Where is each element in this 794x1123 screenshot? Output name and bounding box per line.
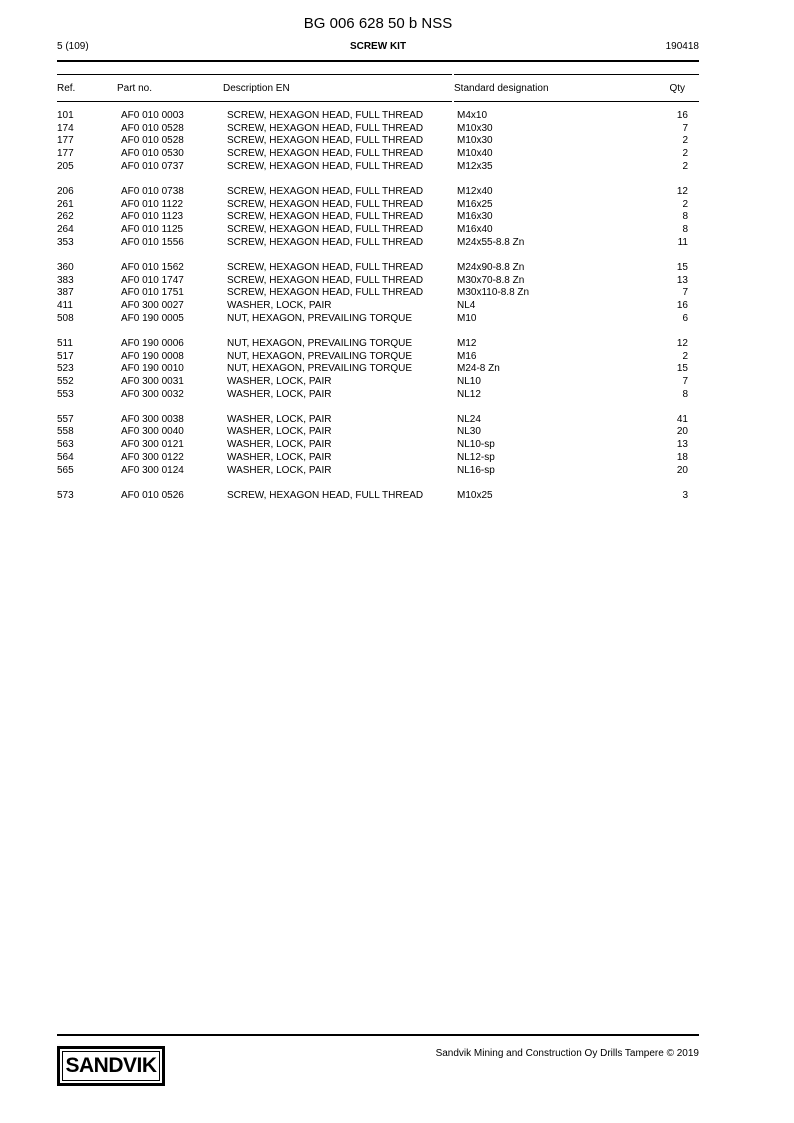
- cell-description: SCREW, HEXAGON HEAD, FULL THREAD: [227, 160, 424, 172]
- cell-description: WASHER, LOCK, PAIR: [227, 375, 332, 387]
- cell-ref: 177: [57, 135, 74, 147]
- cell-description: WASHER, LOCK, PAIR: [227, 299, 332, 311]
- cell-description: WASHER, LOCK, PAIR: [227, 464, 332, 476]
- cell-qty: 2: [682, 135, 688, 147]
- cell-part-no: AF0 190 0008: [121, 350, 184, 362]
- cell-qty: 2: [682, 350, 688, 362]
- cell-description: NUT, HEXAGON, PREVAILING TORQUE: [227, 337, 413, 349]
- cell-qty: 8: [682, 388, 688, 400]
- cell-ref: 206: [57, 185, 74, 197]
- cell-qty: 18: [676, 451, 688, 463]
- cell-part-no: AF0 010 0003: [121, 110, 184, 121]
- row-group: [57, 490, 699, 503]
- cell-qty: 12: [676, 185, 688, 197]
- cell-ref: 552: [57, 375, 74, 387]
- cell-standard: M10x30: [457, 122, 493, 134]
- table-row: [57, 338, 699, 351]
- cell-part-no: AF0 300 0121: [121, 439, 184, 451]
- cell-part-no: AF0 010 1556: [121, 236, 184, 248]
- column-header-qty: Qty: [669, 83, 685, 94]
- cell-part-no: AF0 010 1125: [121, 224, 184, 235]
- cell-standard: M24x55-8.8 Zn: [457, 236, 525, 248]
- cell-standard: NL30: [457, 426, 481, 438]
- row-group: [57, 262, 699, 325]
- column-header-rule-right: [454, 74, 699, 75]
- cell-ref: 174: [57, 122, 74, 134]
- table-row: [57, 135, 699, 148]
- cell-description: SCREW, HEXAGON HEAD, FULL THREAD: [227, 198, 424, 210]
- table-row: [57, 389, 699, 402]
- kit-title: SCREW KIT: [349, 41, 407, 52]
- cell-standard: M24x90-8.8 Zn: [457, 261, 525, 273]
- cell-standard: M10x25: [457, 489, 493, 501]
- cell-description: SCREW, HEXAGON HEAD, FULL THREAD: [227, 489, 424, 501]
- parts-table: [57, 110, 699, 515]
- cell-ref: 563: [57, 439, 74, 451]
- table-row: [57, 465, 699, 478]
- table-row: [57, 148, 699, 161]
- cell-part-no: AF0 190 0005: [121, 312, 184, 324]
- date-code: 190418: [665, 41, 699, 52]
- cell-standard: M12: [457, 337, 477, 349]
- cell-description: SCREW, HEXAGON HEAD, FULL THREAD: [227, 148, 424, 160]
- cell-standard: M10x30: [457, 135, 493, 147]
- column-header-underline-right: [454, 101, 699, 102]
- cell-qty: 13: [676, 439, 688, 451]
- table-row: [57, 426, 699, 439]
- cell-qty: 6: [682, 312, 688, 324]
- cell-ref: 411: [57, 299, 73, 311]
- cell-qty: 12: [676, 337, 688, 349]
- cell-qty: 8: [682, 224, 688, 235]
- column-header-standard: Standard designation: [454, 83, 549, 94]
- table-row: [57, 123, 699, 136]
- cell-ref: 383: [57, 274, 74, 286]
- document-title: BG 006 628 50 b NSS: [303, 15, 453, 32]
- cell-description: WASHER, LOCK, PAIR: [227, 451, 332, 463]
- cell-qty: 15: [676, 261, 688, 273]
- cell-qty: 20: [676, 464, 688, 476]
- cell-description: SCREW, HEXAGON HEAD, FULL THREAD: [227, 261, 424, 273]
- cell-standard: M30x70-8.8 Zn: [457, 274, 525, 286]
- cell-qty: 16: [676, 110, 688, 121]
- cell-standard: NL12-sp: [457, 451, 495, 463]
- cell-part-no: AF0 010 1747: [121, 274, 184, 286]
- table-row: [57, 414, 699, 427]
- cell-ref: 517: [57, 350, 74, 362]
- cell-part-no: AF0 190 0010: [121, 363, 184, 375]
- cell-ref: 564: [57, 451, 74, 463]
- cell-standard: NL4: [457, 299, 476, 311]
- cell-ref: 205: [57, 160, 74, 172]
- cell-part-no: AF0 300 0122: [121, 451, 184, 463]
- table-row: [57, 161, 699, 174]
- cell-ref: 261: [57, 198, 74, 210]
- cell-part-no: AF0 010 1751: [121, 287, 184, 299]
- column-header-underline-left: [57, 101, 452, 102]
- cell-qty: 7: [682, 287, 688, 299]
- cell-description: NUT, HEXAGON, PREVAILING TORQUE: [227, 363, 413, 375]
- cell-standard: M16: [457, 350, 477, 362]
- cell-description: SCREW, HEXAGON HEAD, FULL THREAD: [227, 224, 424, 235]
- column-header-description: Description EN: [223, 83, 290, 94]
- cell-standard: M10: [457, 312, 477, 324]
- cell-ref: 353: [57, 236, 74, 248]
- sandvik-logo: [57, 1046, 165, 1086]
- table-row: [57, 363, 699, 376]
- logo-text: SANDVIK: [65, 1054, 157, 1077]
- cell-description: SCREW, HEXAGON HEAD, FULL THREAD: [227, 122, 424, 134]
- cell-qty: 13: [676, 274, 688, 286]
- cell-ref: 508: [57, 312, 74, 324]
- cell-standard: NL12: [457, 388, 481, 400]
- table-row: [57, 439, 699, 452]
- cell-qty: 7: [682, 375, 688, 387]
- cell-ref: 387: [57, 287, 74, 299]
- column-header-ref: Ref.: [57, 83, 76, 94]
- cell-ref: 565: [57, 464, 74, 476]
- table-row: [57, 275, 699, 288]
- cell-part-no: AF0 300 0032: [121, 388, 184, 400]
- row-group: [57, 414, 699, 477]
- cell-ref: 360: [57, 261, 74, 273]
- cell-qty: 7: [682, 122, 688, 134]
- cell-description: SCREW, HEXAGON HEAD, FULL THREAD: [227, 185, 424, 197]
- cell-qty: 15: [676, 363, 688, 375]
- cell-standard: M16x30: [457, 211, 493, 223]
- cell-part-no: AF0 010 0528: [121, 135, 184, 147]
- cell-ref: 573: [57, 489, 74, 501]
- cell-qty: 2: [682, 160, 688, 172]
- table-row: [57, 287, 699, 300]
- cell-part-no: AF0 300 0040: [121, 426, 184, 438]
- cell-description: NUT, HEXAGON, PREVAILING TORQUE: [227, 312, 413, 324]
- cell-standard: M10x40: [457, 148, 493, 160]
- cell-part-no: AF0 010 0528: [121, 122, 184, 134]
- cell-qty: 2: [682, 148, 688, 160]
- cell-ref: 558: [57, 426, 74, 438]
- column-header-part-no: Part no.: [117, 83, 153, 94]
- cell-part-no: AF0 190 0006: [121, 337, 184, 349]
- cell-description: WASHER, LOCK, PAIR: [227, 426, 332, 438]
- cell-qty: 8: [682, 211, 688, 223]
- cell-part-no: AF0 300 0031: [121, 375, 184, 387]
- row-group: [57, 186, 699, 249]
- cell-description: SCREW, HEXAGON HEAD, FULL THREAD: [227, 135, 424, 147]
- table-row: [57, 351, 699, 364]
- cell-part-no: AF0 300 0038: [121, 413, 184, 425]
- cell-qty: 2: [682, 198, 688, 210]
- row-group: [57, 110, 699, 173]
- table-row: [57, 237, 699, 250]
- table-row: [57, 313, 699, 326]
- cell-part-no: AF0 010 1562: [121, 261, 184, 273]
- table-row: [57, 211, 699, 224]
- cell-ref: 553: [57, 388, 74, 400]
- cell-qty: 11: [677, 236, 688, 248]
- table-row: [57, 490, 699, 503]
- cell-qty: 16: [676, 299, 688, 311]
- cell-standard: M16x40: [457, 224, 493, 235]
- cell-description: SCREW, HEXAGON HEAD, FULL THREAD: [227, 211, 424, 223]
- cell-ref: 523: [57, 363, 74, 375]
- table-row: [57, 376, 699, 389]
- table-row: [57, 452, 699, 465]
- cell-ref: 262: [57, 211, 74, 223]
- cell-standard: NL16-sp: [457, 464, 495, 476]
- cell-standard: M12x40: [457, 185, 493, 197]
- cell-standard: NL10: [457, 375, 481, 387]
- cell-part-no: AF0 010 0530: [121, 148, 184, 160]
- cell-description: SCREW, HEXAGON HEAD, FULL THREAD: [227, 287, 424, 299]
- page-number: 5 (109): [57, 41, 89, 52]
- cell-ref: 511: [57, 337, 73, 349]
- column-header-rule-left: [57, 74, 452, 75]
- cell-part-no: AF0 010 1122: [121, 198, 184, 210]
- cell-standard: M12x35: [457, 160, 493, 172]
- table-row: [57, 110, 699, 123]
- table-row: [57, 262, 699, 275]
- cell-qty: 20: [676, 426, 688, 438]
- cell-part-no: AF0 010 0526: [121, 489, 184, 501]
- cell-standard: M24-8 Zn: [457, 363, 500, 375]
- cell-part-no: AF0 010 1123: [121, 211, 184, 223]
- cell-description: SCREW, HEXAGON HEAD, FULL THREAD: [227, 110, 424, 121]
- table-row: [57, 300, 699, 313]
- cell-standard: M30x110-8.8 Zn: [457, 287, 530, 299]
- cell-part-no: AF0 300 0027: [121, 299, 184, 311]
- cell-description: WASHER, LOCK, PAIR: [227, 439, 332, 451]
- cell-part-no: AF0 010 0738: [121, 185, 184, 197]
- row-group: [57, 338, 699, 401]
- cell-standard: NL24: [457, 413, 481, 425]
- cell-qty: 41: [676, 413, 688, 425]
- header-rule: [57, 60, 699, 62]
- table-row: [57, 199, 699, 212]
- cell-ref: 101: [57, 110, 74, 121]
- cell-standard: NL10-sp: [457, 439, 495, 451]
- cell-description: NUT, HEXAGON, PREVAILING TORQUE: [227, 350, 413, 362]
- cell-description: WASHER, LOCK, PAIR: [227, 388, 332, 400]
- cell-description: SCREW, HEXAGON HEAD, FULL THREAD: [227, 274, 424, 286]
- cell-part-no: AF0 300 0124: [121, 464, 184, 476]
- cell-standard: M16x25: [457, 198, 493, 210]
- footer-copyright: Sandvik Mining and Construction Oy Drills Tampere © 2019: [435, 1048, 699, 1059]
- cell-description: SCREW, HEXAGON HEAD, FULL THREAD: [227, 236, 424, 248]
- cell-ref: 557: [57, 413, 74, 425]
- cell-qty: 3: [682, 489, 688, 501]
- table-row: [57, 186, 699, 199]
- cell-ref: 177: [57, 148, 74, 160]
- footer-rule: [57, 1034, 699, 1036]
- cell-ref: 264: [57, 224, 74, 235]
- table-row: [57, 224, 699, 237]
- cell-standard: M4x10: [457, 110, 488, 121]
- cell-part-no: AF0 010 0737: [121, 160, 184, 172]
- cell-description: WASHER, LOCK, PAIR: [227, 413, 332, 425]
